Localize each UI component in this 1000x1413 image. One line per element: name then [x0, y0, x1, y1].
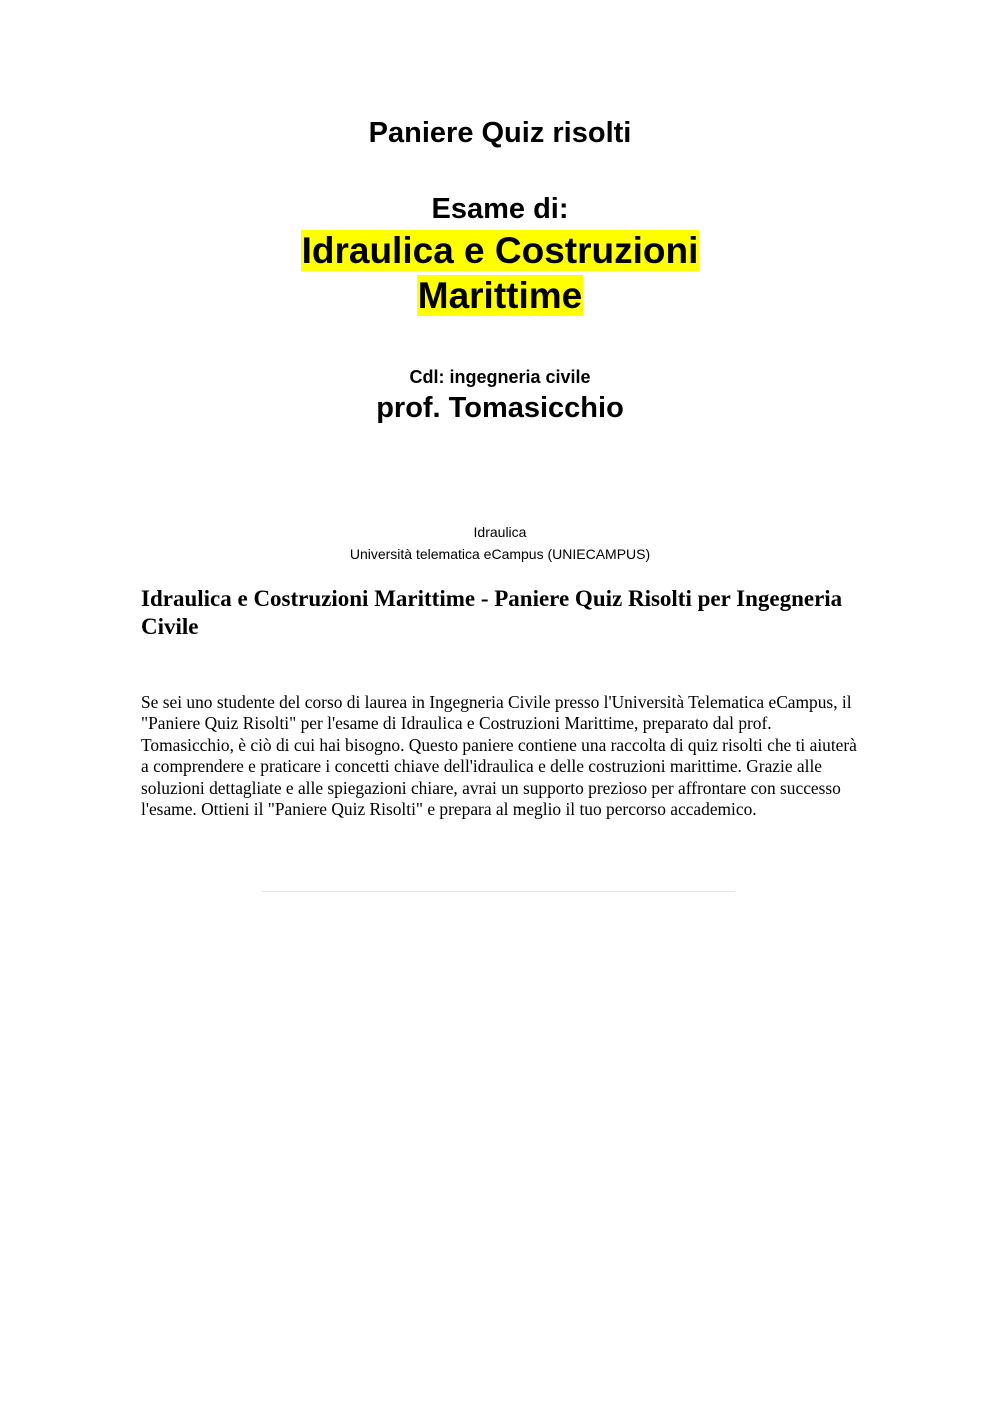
university-label: Università telematica eCampus (UNIECAMPUS): [349, 546, 651, 562]
subject-title-line-2: [0, 274, 1000, 318]
document-title: Paniere Quiz risolti: [368, 117, 632, 149]
exam-label: Esame di:: [431, 193, 569, 225]
subject-highlight-1: Idraulica e Costruzioni: [301, 230, 699, 271]
category-label: Idraulica: [473, 524, 527, 540]
section-heading: Idraulica e Costruzioni Marittime - Paniere Quiz Risolti per Ingegneria Civile: [141, 586, 843, 639]
divider: [262, 891, 735, 892]
subject-title-line-1: [0, 229, 1000, 273]
description-paragraph: Se sei uno studente del corso di laurea in Ingegneria Civile presso l'Università Telematica eCampus, il "Paniere Quiz Risolti" per l'esame di Idraulica e Costruzioni Marittime, preparato dal prof. Tomasicchio, è ciò di cui hai bisogno. Questo paniere contiene una raccolta di quiz risolti che ti aiuterà a comprendere e praticare i concetti chiave dell'idraulica e delle costruzioni marittime. Grazie alle soluzioni dettagliate e alle spiegazioni chiare, avrai un supporto prezioso per affrontare con successo l'esame. Ottieni il "Paniere Quiz Risolti" e prepara al meglio il tuo percorso accademico.: [141, 692, 857, 820]
degree-course: Cdl: ingegneria civile: [409, 367, 591, 387]
professor-name: prof. Tomasicchio: [376, 392, 624, 424]
subject-highlight-2: Marittime: [417, 275, 583, 316]
